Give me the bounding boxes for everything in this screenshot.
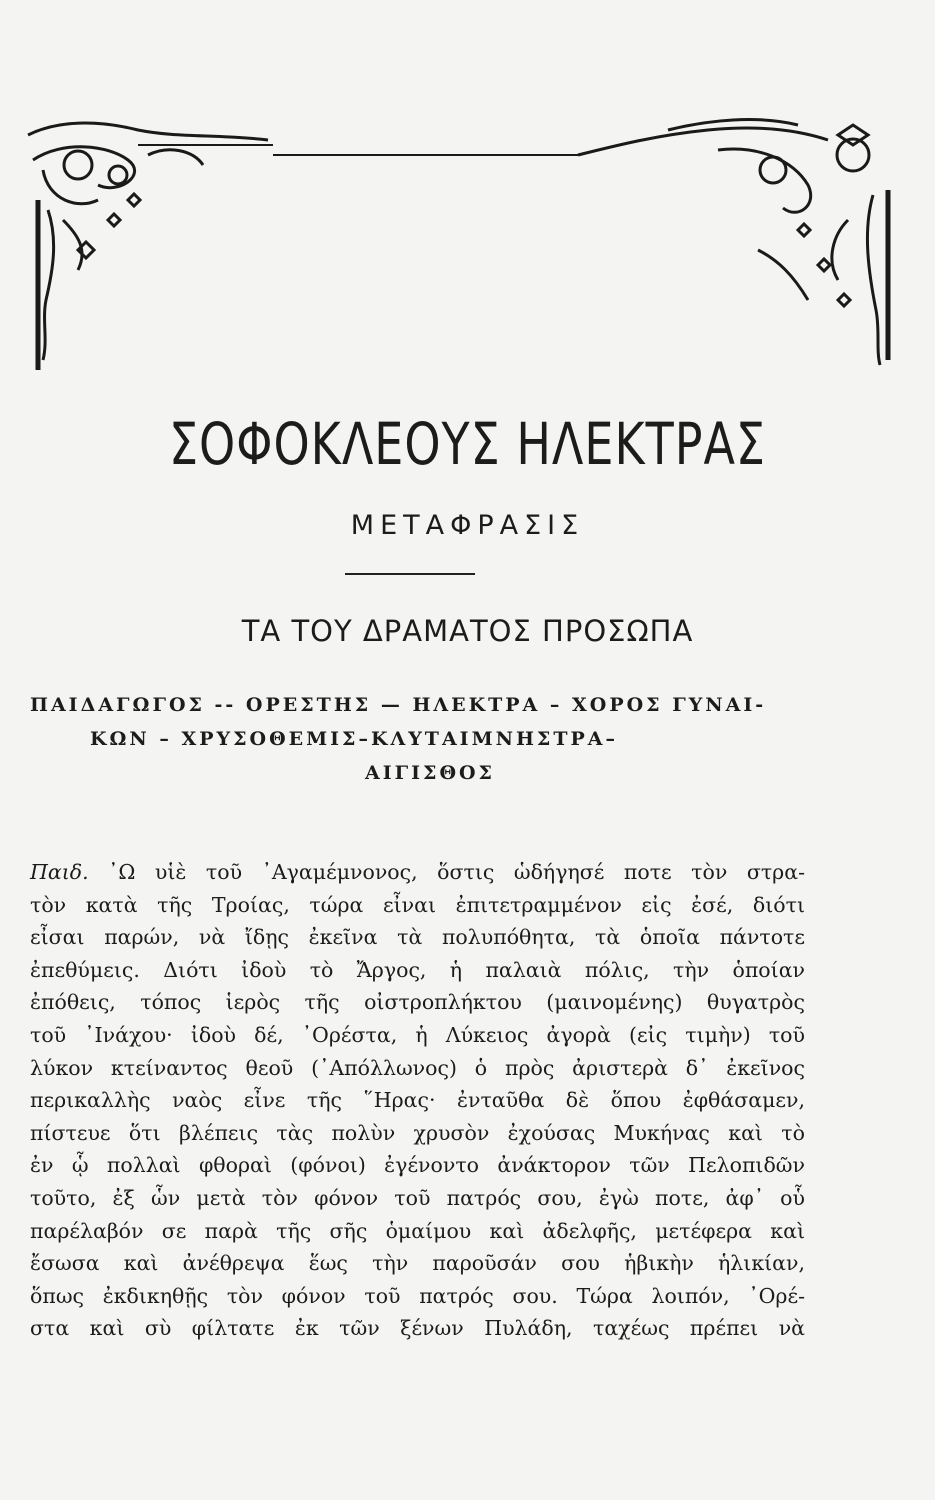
text-line: τοῦτο, ἐξ ὧν μετὰ τὸν φόνον τοῦ πατρός σου, ἐγὼ ποτε, ἀφ᾿ οὗ [30,1185,805,1210]
text-line: Παιδ. ᾿Ω υἱὲ τοῦ ᾿Αγαμέμνονος, ὅστις ὡδήγησέ ποτε τὸν στρα- [30,860,805,884]
text-line: τὸν κατὰ τῆς Τροίας, τώρα εἶναι ἐπιτετραμμένον εἰς ἐσέ, διότι [30,892,805,917]
text-line: πίστευε ὅτι βλέπεις τὰς πολὺν χρυσὸν ἐχούσας Μυκήνας καὶ τὸ [30,1120,805,1145]
text-line: εἶσαι παρών, νὰ ἴδῃς ἐκεῖνα τὰ πολυπόθητα, τὰ ὁποῖα πάντοτε [30,925,805,950]
cast-line-2: ΚΩΝ – ΧΡΥΣΟΘΕΜΙΣ–ΚΛΥΤΑΙΜΝΗΣΤΡΑ– [90,728,619,750]
text-line: περικαλλὴς ναὸς εἶνε τῆς ῞Ηρας· ἐνταῦθα δὲ ὅπου ἐφθάσαμεν, [30,1088,805,1113]
text-line: παρέλαβόν σε παρὰ τῆς σῆς ὁμαίμου καὶ ἀδελφῆς, μετέφερα καὶ [30,1218,805,1243]
book-subtitle: ΜΕΤΑΦΡΑΣΙΣ [350,510,585,541]
text-line: ἐν ᾧ πολλαὶ φθοραὶ (φόνοι) ἐγένοντο ἀνάκτορον τῶν Πελοπιδῶν [30,1153,805,1178]
text-line: ὅπως ἐκδικηθῇς τὸν φόνον τοῦ πατρός σου. Τώρα λοιπόν, ᾿Ορέ- [30,1283,805,1308]
translation-text [30,856,805,1345]
decorative-headpiece-ornament [18,100,918,390]
text-line: ἐπεθύμεις. Διότι ἰδοὺ τὸ Ἄργος, ἡ παλαιὰ πόλις, τὴν ὁποίαν [30,957,805,982]
book-title: ΣΟΦΟΚΛΕΟΥΣ ΗΛΕΚΤΡΑΣ [168,410,767,478]
dramatis-personae-list [30,688,910,790]
text-line: στα καὶ σὺ φίλτατε ἐκ τῶν ξένων Πυλάδη, ταχέως πρέπει νὰ [30,1316,805,1341]
dramatis-personae-heading: ΤΑ ΤΟΥ ΔΡΑΜΑΤΟΣ ΠΡΟΣΩΠΑ [241,614,694,648]
text-line: ἔσωσα καὶ ἀνέθρεψα ἕως τὴν παροῦσάν σου ἡβικὴν ἡλικίαν, [30,1251,805,1276]
divider-rule [345,573,475,575]
cast-line-1: ΠΑΙΔΑΓΩΓΟΣ -- ΟΡΕΣΤΗΣ — ΗΛΕΚΤΡΑ – ΧΟΡΟΣ ΓΥΝΑΙ- [30,694,767,716]
text-line: λύκον κτείναντος θεοῦ (᾿Απόλλωνος) ὁ πρὸς ἀριστερὰ δ᾿ ἐκεῖνος [30,1055,805,1080]
speaker-label: Παιδ. [30,860,89,884]
text-line: τοῦ ᾿Ινάχου· ἰδοὺ δέ, ᾿Ορέστα, ἡ Λύκειος ἀγορὰ (εἰς τιμὴν) τοῦ [30,1022,805,1047]
text-line: ἐπόθεις, τόπος ἱερὸς τῆς οἰστροπλήκτου (μαινομένης) θυγατρὸς [30,990,805,1015]
cast-line-3: ΑΙΓΙΣΘΟΣ [365,762,495,784]
